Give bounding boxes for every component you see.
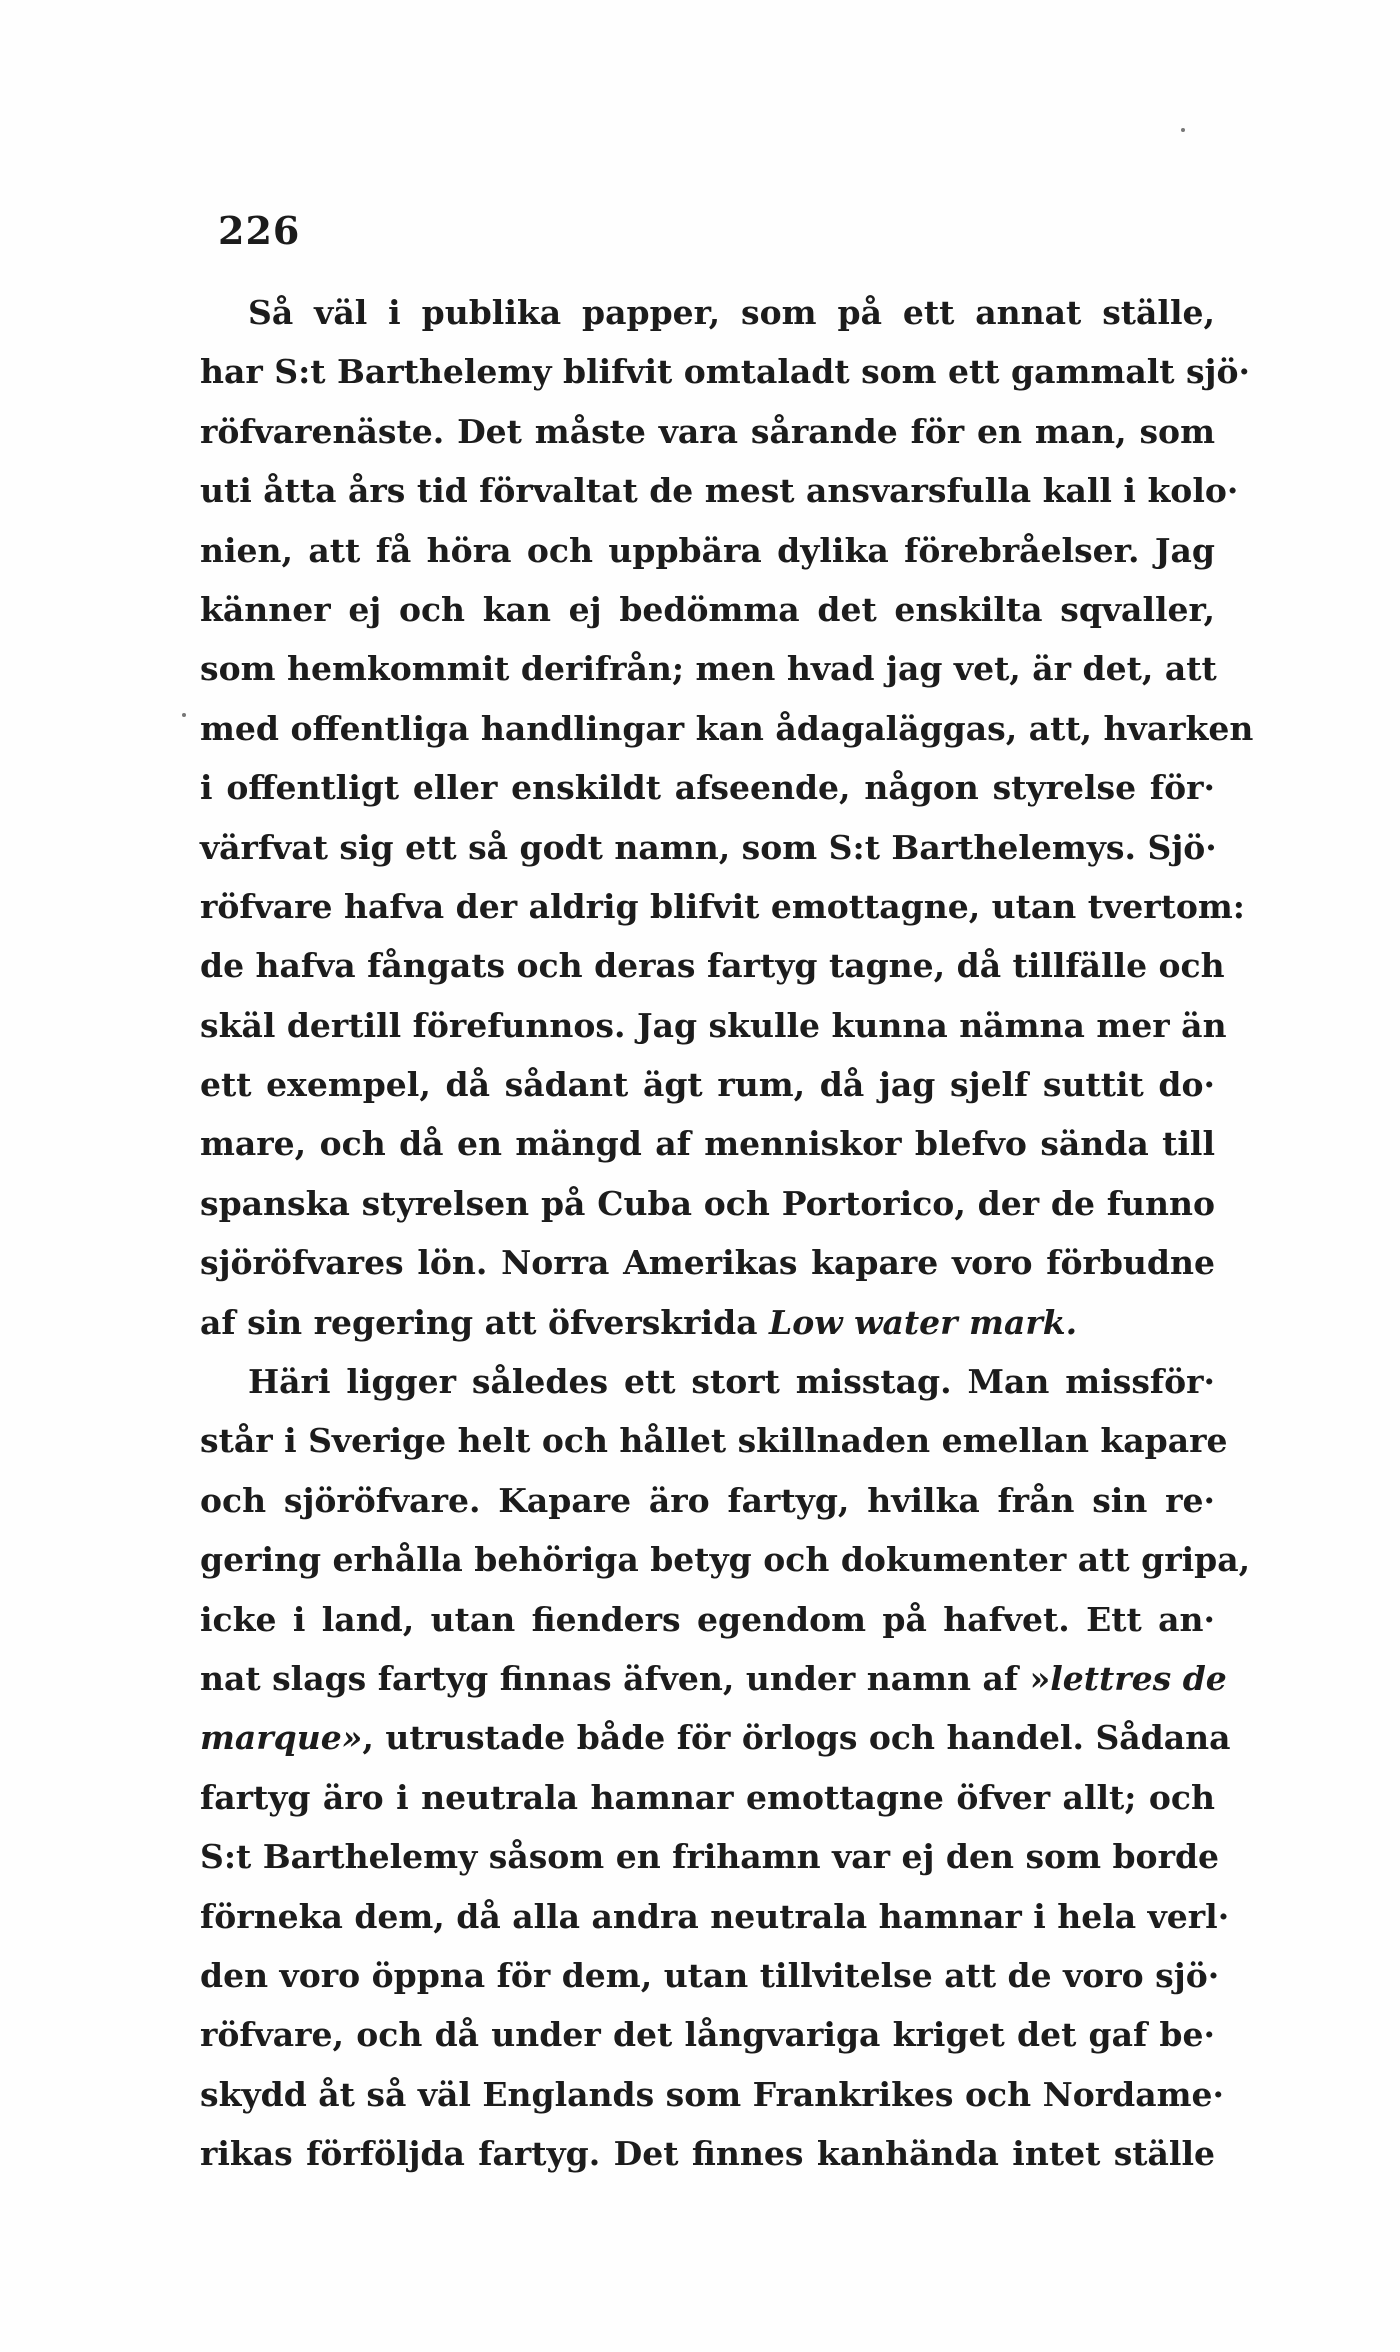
text-line xyxy=(200,2005,1215,2064)
text-line xyxy=(200,1174,1215,1233)
text-line-content: förneka dem, då alla andra neutrala hamnar i hela verl· xyxy=(200,1896,1230,1936)
text-line xyxy=(200,1293,1215,1352)
text-line xyxy=(200,1471,1215,1530)
text-line-content: gering erhålla behöriga betyg och dokumenter att gripa, xyxy=(200,1540,1251,1580)
text-line-content: spanska styrelsen på Cuba och Portorico, der de funno xyxy=(200,1183,1215,1223)
text-line xyxy=(200,1114,1215,1173)
text-line-content: mare, och då en mängd af menniskor blefvo sända till xyxy=(200,1124,1215,1164)
text-line xyxy=(200,402,1215,461)
text-line xyxy=(200,1827,1220,1886)
text-line xyxy=(200,1887,1230,1946)
italic-phrase: lettres de xyxy=(1050,1658,1227,1698)
text-line-content: nien, att få höra och uppbära dylika förebråelser. Jag xyxy=(200,530,1215,570)
text-line xyxy=(200,580,1215,639)
text-line xyxy=(200,461,1239,520)
body-text xyxy=(200,283,1254,2184)
text-line xyxy=(200,818,1215,877)
italic-phrase: marque» xyxy=(200,1718,363,1758)
text-line-content: som hemkommit derifrån; men hvad jag vet, är det, att xyxy=(200,649,1217,689)
text-line xyxy=(200,2065,1224,2124)
text-line-content: skydd åt så väl Englands som Frankrikes och Nordame· xyxy=(200,2074,1224,2114)
text-line-content: står i Sverige helt och hållet skillnaden emellan kapare xyxy=(200,1421,1228,1461)
text-line xyxy=(200,1768,1215,1827)
text-line-content: skäl dertill förefunnos. Jag skulle kunna nämna mer än xyxy=(200,1005,1227,1045)
text-line-content: de hafva fångats och deras fartyg tagne, då tillfälle och xyxy=(200,946,1225,986)
text-line xyxy=(200,342,1250,401)
text-line xyxy=(200,1055,1215,1114)
text-line xyxy=(200,758,1215,817)
text-line xyxy=(200,1530,1251,1589)
text-line-content: uti åtta års tid förvaltat de mest ansvarsfulla kall i kolo· xyxy=(200,471,1239,511)
text-line xyxy=(200,699,1254,758)
speck-mark xyxy=(182,713,186,717)
text-line xyxy=(200,936,1225,995)
text-line-content: och sjöröfvare. Kapare äro fartyg, hvilka från sin re· xyxy=(200,1480,1215,1520)
text-line-content: Häri ligger således ett stort misstag. Man missför· xyxy=(248,1362,1215,1402)
text-line-content: röfvare hafva der aldrig blifvit emottagne, utan tvertom: xyxy=(200,886,1245,926)
text-line xyxy=(200,1352,1215,1411)
text-line-content: röfvare, och då under det långvariga kriget det gaf be· xyxy=(200,2015,1215,2055)
text-line-content: rikas förföljda fartyg. Det finnes kanhända intet ställe xyxy=(200,2134,1215,2174)
text-line-content: nat slags fartyg finnas äfven, under namn af » xyxy=(200,1658,1051,1698)
text-line xyxy=(200,1411,1228,1470)
text-line-content: af sin regering att öfverskrida xyxy=(200,1302,770,1342)
text-line xyxy=(200,521,1215,580)
speck-mark xyxy=(1181,128,1185,132)
text-line xyxy=(200,2124,1215,2183)
text-line xyxy=(200,1708,1231,1767)
text-line xyxy=(200,1946,1220,2005)
text-line xyxy=(200,639,1215,698)
text-line-content: sjöröfvares lön. Norra Amerikas kapare voro förbudne xyxy=(200,1243,1215,1283)
text-line xyxy=(200,1649,1227,1708)
text-line-content: S:t Barthelemy såsom en frihamn var ej den som borde xyxy=(200,1837,1220,1877)
text-line-content: den voro öppna för dem, utan tillvitelse att de voro sjö· xyxy=(200,1955,1220,1995)
text-line-content: med offentliga handlingar kan ådagaläggas, att, hvarken xyxy=(200,708,1254,748)
text-line-content: Så väl i publika papper, som på ett annat ställe, xyxy=(248,293,1215,332)
page-number: 226 xyxy=(218,208,301,253)
text-line-content: känner ej och kan ej bedömma det enskilta sqvaller, xyxy=(200,589,1215,629)
text-line-content: har S:t Barthelemy blifvit omtaladt som ett gammalt sjö· xyxy=(200,352,1250,392)
text-line-content: ett exempel, då sådant ägt rum, då jag sjelf suttit do· xyxy=(200,1065,1215,1105)
text-line xyxy=(200,877,1245,936)
text-line xyxy=(200,283,1215,342)
text-line xyxy=(200,1590,1215,1649)
italic-phrase: Low water mark. xyxy=(769,1302,1078,1342)
text-line xyxy=(200,996,1227,1055)
text-line xyxy=(200,1233,1215,1292)
text-line-content: icke i land, utan fienders egendom på hafvet. Ett an· xyxy=(200,1599,1215,1639)
text-line-content: röfvarenäste. Det måste vara sårande för en man, som xyxy=(200,411,1215,451)
text-line-content: i offentligt eller enskildt afseende, någon styrelse för· xyxy=(200,768,1215,808)
text-line-content: fartyg äro i neutrala hamnar emottagne öfver allt; och xyxy=(200,1777,1215,1817)
text-line-continuation: , utrustade både för örlogs och handel. Sådana xyxy=(362,1718,1231,1758)
text-line-content: värfvat sig ett så godt namn, som S:t Barthelemys. Sjö· xyxy=(200,827,1217,867)
